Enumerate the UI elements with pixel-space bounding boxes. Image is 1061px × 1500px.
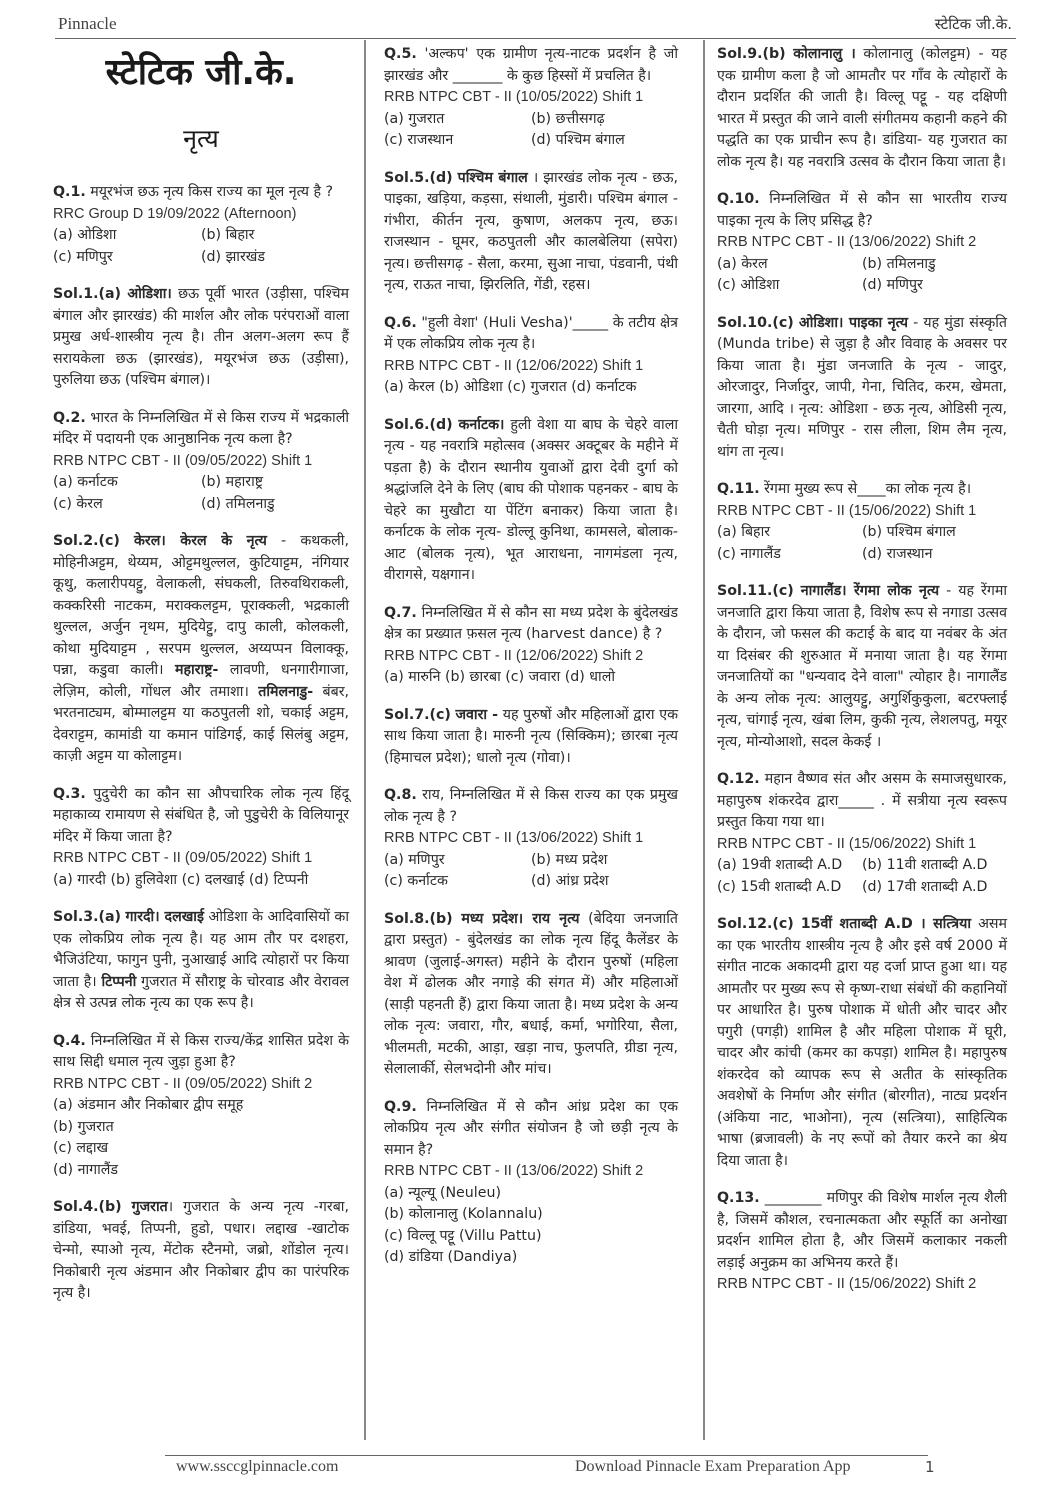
option: (b) मध्य प्रदेश: [531, 851, 608, 868]
question-block: [53, 1031, 349, 1182]
option: (b) महाराष्ट्र: [201, 474, 264, 490]
question-text: निम्नलिखित में से कौन सा भारतीय राज्य पाइका नृत्य के लिए प्रसिद्ध है?: [717, 191, 1007, 229]
page-number: 1: [925, 1458, 935, 1476]
option: (a) 19वी शताब्दी A.D: [717, 857, 843, 873]
question-number: Q.10.: [717, 191, 760, 207]
exam-reference: RRB NTPC CBT - II (12/06/2022) Shift 2: [384, 647, 644, 664]
question-text: रेंगमा मुख्य रूप से____का लोक नृत्य है।: [764, 481, 972, 497]
option: (b) छत्तीसगढ़: [531, 110, 605, 127]
footer-website-link[interactable]: www.ssccglpinnacle.com: [176, 1458, 339, 1475]
options-inline: (a) गारदी (b) हुलिवेशा (c) दलखाई (d) टिप्पनी: [53, 871, 309, 888]
exam-reference: RRC Group D 19/09/2022 (Afternoon): [53, 205, 297, 222]
option: (a) कर्नाटक: [53, 474, 118, 490]
options-list: [717, 522, 1007, 565]
column-3: [717, 44, 1007, 1438]
option: (d) 17वी शताब्दी A.D: [862, 878, 988, 895]
column-divider: [703, 40, 705, 1440]
page-header: [55, 8, 1016, 39]
option: (b) तमिलनाडु: [862, 255, 936, 272]
solution-answer: जवारा -: [455, 706, 499, 723]
solution-answer: नागालैंड। रेंगमा लोक नृत्य: [800, 583, 940, 599]
option: (c) 15वी शताब्दी A.D: [717, 878, 842, 895]
options-list: [384, 850, 678, 893]
question-block: [717, 189, 1007, 297]
solution-block: [717, 581, 1007, 753]
solution-text: । गुजरात के अन्य नृत्य -गरबा, डांडिया, भवई, तिप्पनी, हुडो, पधार। लद्दाख -खाटोक चेन्मो, स्पाओ नृत्य, मेंटोक स्टैनमो, जब्रो, शोंडोल नृत्य। निकोबारी नृत्य अंडमान और निकोबार द्वीप का पारंपरिक नृत्य है।: [53, 1199, 349, 1301]
question-number: Q.13.: [717, 1190, 760, 1206]
solution-block: [53, 1197, 349, 1305]
question-number: Q.8.: [384, 787, 417, 803]
question-block: [384, 313, 678, 399]
column-divider: [364, 40, 366, 1440]
solution-text: यह पुरुषों और महिलाओं द्वारा एक साथ किया जाता है। मारुनी नृत्य (सिक्किम); छारबा नृत्य (हिमाचल प्रदेश); धालो नृत्य (गोवा)।: [384, 706, 678, 766]
question-number: Q.12.: [717, 771, 760, 787]
solution-text: - कथकली, मोहिनीअट्टम, थेय्यम, ओट्टमथुल्लल, कुटियाट्टम, नंगियार कूथु, कलारीपयट्टु, वेलाकली, संघकली, तिरुवथिराकली, कक्करिसी नाटकम, मराक्कलट्टम, पूराक्कली, भद्रकाली थुल्लल, अर्जुन नृथम, मुदियेट्टु, दापु काली, कोलकली, कोथा मुदियाट्टम , सरपम थुल्लल, अय्यप्पन विलाक्कू, पन्ना, कडुवा काली।: [53, 533, 349, 678]
solution-text: कोलानालु (कोलट्टम) - यह एक ग्रामीण कला है जो आमतौर पर गाँव के त्योहारों के दौरान प्रदर्शित की जाती है। विल्लू पट्टू - यह दक्षिणी भारत में प्रस्तुत की जाने वाली संगीतमय कहानी कहने की पद्धति का एक प्राचीन रूप है। डांडिया- यह गुजरात का लोक नृत्य है। यह नवरात्रि उत्सव के दौरान किया जाता है।: [717, 46, 1007, 170]
solution-text: । झारखंड लोक नृत्य - छऊ, पाइका, खड़िया, कड़सा, संथाली, मुंडारी। पश्चिम बंगाल - गंभीरा, कीर्तन नृत्य, कुषाण, अलकप नृत्य, छऊ। राजस्थान - घूमर, कठपुतली और कालबेलिया (सपेरा) नृत्य। छत्तीसगढ़ - सैला, करमा, सुआ नाचा, पंडवानी, पंथी नृत्य, राऊत नाचा, झिरलिति, गेंडी, रहस।: [384, 169, 679, 293]
options-list: [53, 472, 349, 515]
solution-block: [717, 44, 1007, 173]
column-2: [384, 44, 678, 1438]
solution-label: Sol.12.(c): [717, 916, 794, 932]
solution-text: ओडिशा के आदिवासियों का एक लोकप्रिय लोक नृत्य है। यह आम तौर पर दशहरा, भैजिउंटिया, फागुन पुनी, नुआखाई आदि त्योहारों पर किया जाता है।: [53, 909, 349, 990]
question-number: Q.2.: [53, 409, 86, 426]
solution-subheading: तमिलनाडु-: [258, 683, 314, 700]
solution-label: Sol.3.(a): [53, 909, 122, 925]
question-block: [53, 182, 349, 268]
solution-answer: केरल। केरल के नृत्य: [134, 533, 267, 549]
solution-answer: पश्चिम बंगाल: [457, 169, 528, 186]
options-list: [717, 855, 1007, 898]
header-brand: Pinnacle: [58, 14, 117, 33]
question-number: Q.5.: [384, 46, 417, 62]
exam-reference: RRB NTPC CBT - II (10/05/2022) Shift 1: [384, 89, 644, 105]
question-text: महान वैष्णव संत और असम के समाजसुधारक, महापुरुष शंकरदेव द्वारा_____ . में सत्रीया नृत्य स्वरूप प्रस्तुत किया गया था।: [717, 771, 1007, 830]
question-text: ________ मणिपुर की विशेष मार्शल नृत्य शैली है, जिसमें कौशल, रचनात्मकता और स्फूर्ति का अनोखा प्रदर्शन शामिल होता है, और जिसमें कलाकार नकली लड़ाई अनुक्रम का अभिनय करते हैं।: [717, 1190, 1007, 1271]
option: (b) कोलानालु (Kolannalu): [384, 1206, 543, 1222]
solution-label: Sol.1.(a): [53, 286, 122, 302]
solution-text: असम का एक भारतीय शास्त्रीय नृत्य है और इसे वर्ष 2000 में संगीत नाटक अकादमी द्वारा यह दर्जा प्राप्त हुआ था। यह आमतौर पर मुख्य रूप से कृष्ण-राधा संबंधों की कहानियों पर आधारित है। पुरुष पोशाक में धोती और चादर और पगुरी (पगड़ी) शामिल है और महिला पोशाक में घूरी, चादर और कांची (कमर का कपड़ा) शामिल है। महापुरुष शंकरदेव को व्यापक रूप से अतीत के सांस्कृतिक अवशेषों के निर्माण और संगीत (बोरगीत), नाट्य प्रदर्शन (अंकिया नाट, भाओना), नृत्य (सत्त्रिया), साहित्यिक भाषा (ब्रजावली) के नए रूपों को तैयार करने का श्रेय दिया जाता है।: [717, 916, 1007, 1169]
option: (d) झारखंड: [201, 248, 265, 265]
question-block: [384, 603, 678, 689]
question-block: [717, 479, 1007, 565]
solution-block: [384, 415, 678, 587]
option: (c) मणिपुर: [53, 248, 113, 265]
question-block: [717, 769, 1007, 898]
solution-block: [53, 907, 349, 1015]
option: (b) 11वी शताब्दी A.D: [862, 857, 988, 873]
option: (c) कर्नाटक: [384, 873, 448, 889]
option: (d) डांडिया (Dandiya): [384, 1249, 518, 1265]
solution-label: Sol.10.(c): [717, 314, 794, 331]
option: (a) मणिपुर: [384, 851, 445, 868]
options-list: [384, 109, 678, 152]
solution-text: गुजरात में सौराष्ट्र के चोरवाड और वेरावल क्षेत्र से उत्पन्न लोक नृत्य का एक रूप है।: [53, 973, 349, 1011]
header-section-title: स्टेटिक जी.के.: [934, 15, 1012, 33]
question-number: Q.7.: [384, 604, 417, 621]
option: (a) बिहार: [717, 524, 771, 540]
option: (d) राजस्थान: [862, 545, 933, 562]
solution-text: लावणी, धनगारीगाजा, लेज़िम, कोली, गोंधल और तमाशा।: [53, 662, 350, 700]
options-inline: (a) मारुनि (b) छारबा (c) जवारा (d) धालो: [384, 669, 616, 685]
question-text: निम्नलिखित में से किस राज्य/केंद्र शासित प्रदेश के साथ सिद्दी धमाल नृत्य जुड़ा हुआ है?: [53, 1032, 349, 1070]
question-text: "हुली वेशा' (Huli Vesha)'_____ के तटीय क्षेत्र में एक लोकप्रिय लोक नृत्य है।: [384, 314, 678, 352]
solution-answer: ओडिशा।: [127, 286, 172, 302]
option: (d) नागालैंड: [53, 1161, 119, 1178]
question-text: राय, निम्नलिखित में से किस राज्य का एक प्रमुख लोक नृत्य है ?: [384, 787, 678, 825]
option: (d) तमिलनाडु: [201, 495, 275, 512]
question-number: Q.9.: [384, 1098, 417, 1115]
question-number: Q.4.: [53, 1032, 86, 1049]
question-number: Q.1.: [53, 184, 86, 200]
footer-divider: [165, 1455, 928, 1456]
option: (c) राजस्थान: [384, 132, 454, 148]
exam-reference: RRB NTPC CBT - II (13/06/2022) Shift 2: [717, 234, 977, 250]
exam-reference: RRB NTPC CBT - II (13/06/2022) Shift 2: [384, 1163, 644, 1179]
option: (c) लद्दाख: [53, 1140, 109, 1156]
solution-answer: गारदी। दलखाई: [125, 909, 204, 925]
option: (c) नागालैंड: [717, 545, 781, 562]
solution-text: बंबर, भरतनाट्यम, बोम्मालट्टम या कठपुतली शो, चकाई अट्टम, देवराट्टम, कामांडी या कमान पांडिगई, काई सिलंबु अट्टम, काज़ी अट्टम या कोलाट्टम।: [53, 683, 350, 764]
exam-reference: RRB NTPC CBT - II (09/05/2022) Shift 2: [53, 1075, 313, 1092]
solution-block: [384, 168, 678, 297]
option: (c) विल्लू पट्टू (Villu Pattu): [384, 1227, 542, 1244]
question-text: निम्नलिखित में से कौन सा मध्य प्रदेश के बुंदेलखंड क्षेत्र का प्रख्यात फ़सल नृत्य (harvest dance) है ?: [384, 604, 678, 642]
solution-answer: ओडिशा। पाइका नृत्य: [798, 314, 909, 331]
solution-text: - यह मुंडा संस्कृति (Munda tribe) से जुड़ा है और विवाह के अवसर पर किया जाता है। मुंडा जनजाति के नृत्य - जादुर, ओरजादुर, निर्जादुर, जापी, गेना, चितिद, करम, खेमता, जारगा, आदि । नृत्य: ओडिशा - छऊ नृत्य, ओडिसी नृत्य, चैती घोड़ा नृत्य। मणिपुर - रास लीला, शिम लैम नृत्य, थांग ता नृत्य।: [717, 314, 1008, 460]
page-subtitle: नृत्य: [183, 124, 219, 153]
exam-reference: RRB NTPC CBT - II (13/06/2022) Shift 1: [384, 830, 644, 846]
question-block: [384, 1097, 678, 1269]
question-block: [53, 784, 349, 892]
option: (d) आंध्र प्रदेश: [531, 873, 609, 889]
option: (b) पश्चिम बंगाल: [862, 524, 956, 540]
question-number: Q.6.: [384, 314, 417, 331]
option: (a) न्यूल्यू (Neuleu): [384, 1184, 501, 1201]
footer-app-promo: Download Pinnacle Exam Preparation App: [575, 1458, 851, 1475]
solution-subheading: महाराष्ट्र-: [175, 662, 219, 678]
option: (c) केरल: [53, 495, 103, 512]
column-1: [53, 44, 349, 1438]
question-block: [384, 44, 678, 152]
exam-reference: RRB NTPC CBT - II (15/06/2022) Shift 1: [717, 835, 977, 852]
solution-answer: कोलानालु ।: [793, 46, 856, 62]
question-text: पुदुचेरी का कौन सा औपचारिक लोक नृत्य हिंदू महाकाव्य रामायण से संबंधित है, जो पुडुचेरी के विलियानूर मंदिर में किया जाता है?: [53, 785, 349, 845]
option: (d) मणिपुर: [862, 277, 923, 293]
solution-label: Sol.7.(c): [384, 706, 451, 723]
solution-label: Sol.4.(b): [53, 1199, 122, 1215]
question-text: भारत के निम्नलिखित में से किस राज्य में भद्रकाली मंदिर में पदायनी एक आनुष्ठानिक नृत्य कला है?: [53, 409, 350, 447]
question-text: 'अल्कप' एक ग्रामीण नृत्य-नाटक प्रदर्शन है जो झारखंड और _______ के कुछ हिस्सों में प्रचलित है।: [384, 46, 678, 84]
question-block: [384, 785, 678, 893]
question-number: Q.11.: [717, 481, 760, 497]
options-inline: (a) केरल (b) ओडिशा (c) गुजरात (d) कर्नाटक: [384, 379, 637, 395]
option: (a) अंडमान और निकोबार द्वीप समूह: [53, 1097, 244, 1113]
solution-label: Sol.6.(d): [384, 416, 453, 433]
option: (d) पश्चिम बंगाल: [531, 132, 625, 148]
option: (a) ओडिशा: [53, 227, 117, 243]
solution-block: [717, 914, 1007, 1172]
solution-subheading: टिप्पनी: [101, 973, 137, 990]
solution-text: हुली वेशा या बाघ के चेहरे वाला नृत्य - यह नवरात्रि महोत्सव (अक्सर अक्टूबर के महीने में पड़ता है) के दौरान स्थानीय युवाओं द्वारा देवी दुर्गा को श्रद्धांजलि देने के लिए (बाघ की पोशाक पहनकर - बाघ के चेहरे का मुखौटा या पेंटिंग बनाकर) किया जाता है। कर्नाटक के लोक नृत्य- डोल्लू कुनिथा, कामसले, बोलाक-आट (बोलक नृत्य), भूत आराधना, नागमंडला नृत्य, वीरागसे, यक्षगान।: [384, 416, 679, 583]
option: (c) ओडिशा: [717, 277, 780, 293]
options-list: [53, 225, 349, 268]
solution-text: - यह रेंगमा जनजाति द्वारा किया जाता है, विशेष रूप से नगाडा उत्सव के दौरान, जो फसल की कटाई के बाद या नवंबर के अंत या दिसंबर की शुरुआत में मनाया जाता है। यह रेंगमा जनजातियों का "धन्यवाद देने वाला" त्योहार है। नागालैंड के अन्य लोक नृत्य: आलुयट्टु, अगुर्शिकुकुला, बटरफ्लाई नृत्य, चांगाई नृत्य, खंबा लिम, कुकी नृत्य, लेशलपतु, मयूर नृत्य, मोन्योआशो, सदल केकई ।: [717, 583, 1007, 750]
question-block: [717, 1188, 1007, 1296]
option: (a) केरल: [717, 255, 768, 272]
solution-answer: 15वीं शताब्दी A.D । सत्त्रिया: [800, 916, 972, 932]
options-list: [717, 254, 1007, 297]
solution-text: (बेदिया जनजाति द्वारा प्रस्तुत) - बुंदेलखंड का लोक नृत्य हिंदू कैलेंडर के श्रावण (जुलाई-अगस्त) महीने के दौरान पुरुषों (महिला वेश में ढोलक और नगाड़े की संगत में) और महिलाओं (साड़ी पहनती हैं) द्वारा किया जाता है। मध्य प्रदेश के अन्य लोक नृत्य: जवारा, गौर, बधाई, कर्मा, भगोरिया, सैला, भीलमती, मटकी, आड़ा, खड़ा नाच, फुलपति, ग्रीडा नृत्य, सेलालार्की, सेलभदोनी और मांच।: [384, 910, 678, 1077]
solution-label: Sol.8.(b): [384, 910, 453, 927]
option: (b) बिहार: [201, 227, 255, 243]
option: (a) गुजरात: [384, 110, 445, 127]
solution-answer: कर्नाटक।: [458, 416, 505, 433]
solution-text: छऊ पूर्वी भारत (उड़ीसा, पश्चिम बंगाल और झारखंड) की मार्शल और लोक परंपराओं वाला प्रमुख अर्ध-शास्त्रीय नृत्य है। तीन अलग-अलग रूप हैं सरायकेला छऊ (झारखंड), मयूरभंज छऊ (उड़ीसा), पुरुलिया छऊ (पश्चिम बंगाल)।: [53, 286, 350, 388]
page-title: स्टेटिक जी.के.: [105, 52, 297, 93]
solution-block: [717, 313, 1007, 464]
solution-label: Sol.5.(d): [384, 169, 453, 186]
solution-block: [53, 531, 349, 768]
solution-block: [384, 705, 678, 770]
solution-block: [384, 909, 678, 1081]
solution-answer: गुजरात: [131, 1199, 168, 1215]
solution-answer: मध्य प्रदेश। राय नृत्य: [461, 910, 580, 927]
solution-label: Sol.11.(c): [717, 583, 794, 599]
question-number: Q.3.: [53, 785, 86, 802]
exam-reference: RRB NTPC CBT - II (09/05/2022) Shift 1: [53, 850, 313, 866]
question-text: मयूरभंज छऊ नृत्य किस राज्य का मूल नृत्य है ?: [90, 184, 334, 200]
solution-label: Sol.9.(b): [717, 46, 786, 62]
option: (b) गुजरात: [53, 1118, 114, 1135]
solution-label: Sol.2.(c): [53, 533, 120, 549]
exam-reference: RRB NTPC CBT - II (12/06/2022) Shift 1: [384, 357, 644, 374]
exam-reference: RRB NTPC CBT - II (09/05/2022) Shift 1: [53, 452, 313, 469]
exam-reference: RRB NTPC CBT - II (15/06/2022) Shift 1: [717, 502, 977, 519]
question-block: [53, 408, 349, 516]
solution-block: [53, 284, 349, 392]
exam-reference: RRB NTPC CBT - II (15/06/2022) Shift 2: [717, 1276, 977, 1292]
question-text: निम्नलिखित में से कौन आंध्र प्रदेश का एक लोकप्रिय नृत्य और संगीत संयोजन है जो छड़ी नृत्य के समान है?: [384, 1098, 678, 1158]
